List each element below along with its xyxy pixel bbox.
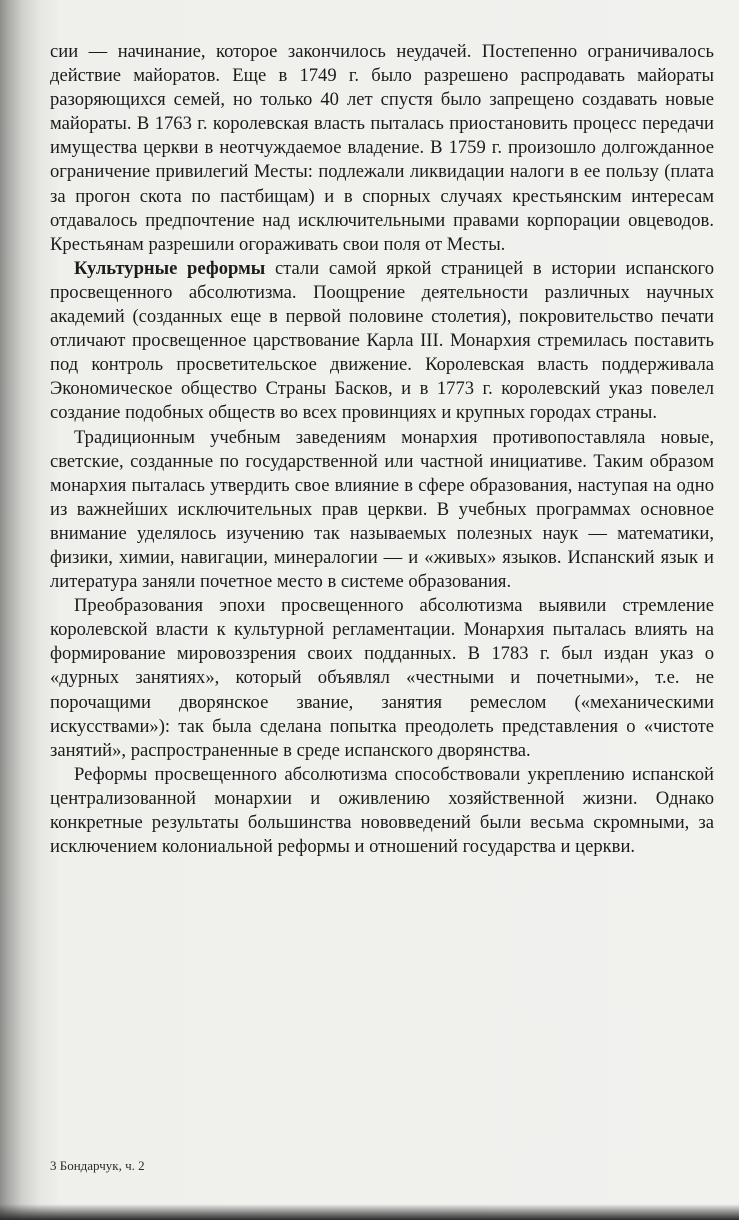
- body-text: [50, 40, 714, 859]
- page-footer-signature: 3 Бондарчук, ч. 2: [50, 1158, 145, 1173]
- paragraph-text: Реформы просвещенного абсолютизма способствовали укреплению испанской централизованной монархии и оживлению хозяйственной жизни. Однако конкретные результаты большинства нововведений были весьма скромными, за исключением колониальной реформы и отношений государства и церкви.: [50, 763, 714, 858]
- paragraph-lead-bold: Культурные реформы: [74, 257, 266, 279]
- paragraph-majorats: [50, 40, 714, 257]
- paragraph-text: сии — начинание, которое закончилось неудачей. Постепенно ограничивалось действие майоратов. Еще в 1749 г. было разрешено распродавать майораты разоряющихся семей, но только 40 лет спустя было запрещено создавать новые майораты. В 1763 г. королевская власть пыталась приостановить процесс передачи имущества церкви в неотчуждаемое владение. В 1759 г. произошло долгожданное ограничение привилегий Месты: подлежали ликвидации налоги в ее пользу (плата за прогон скота по пастбищам) и в спорных случаях крестьянским интересам отдавалось предпочтение над исключительными правами корпорации овцеводов. Крестьянам разрешили огораживать свои поля от Месты.: [50, 41, 714, 255]
- paragraph-regulation: [50, 594, 714, 763]
- paragraph-conclusion: [50, 763, 714, 859]
- paragraph-education: [50, 426, 714, 595]
- paragraph-text: Преобразования эпохи просвещенного абсолютизма выявили стремление королевской власти к культурной регламентации. Монархия пыталась влиять на формирование мировоззрения своих подданных. В 1783 г. был издан указ о «дурных занятиях», который объявлял «честными и почетными», т.е. не порочащими дворянское звание, занятия ремеслом («механическими искусствами»): так была сделана попытка преодолеть представления о «чистоте занятий», распространенные в среде испанского дворянства.: [50, 595, 714, 761]
- paragraph-text: стали самой яркой страницей в истории испанского просвещенного абсолютизма. Поощрение деятельности различных научных академий (созданных еще в первой половине столетия), покровительство печати отличают просвещенное царствование Карла III. Монархия стремилась поставить под контроль просветительское движение. Королевская власть поддерживала Экономическое общество Страны Басков, и в 1773 г. королевский указ повелел создание подобных обществ во всех провинциях и крупных городах страны.: [50, 257, 715, 424]
- paragraph-cultural-reforms: [50, 257, 714, 426]
- paragraph-text: Традиционным учебным заведениям монархия противопоставляла новые, светские, созданные по государственной или частной инициативе. Таким образом монархия пыталась утвердить свое влияние в сфере образования, наступая на одно из важнейших исключительных прав церкви. В учебных программах основное внимание уделялось изучению так называемых полезных наук — математики, физики, химии, навигации, минералогии — и «живых» языков. Испанский язык и литература заняли почетное место в системе образования.: [50, 426, 714, 593]
